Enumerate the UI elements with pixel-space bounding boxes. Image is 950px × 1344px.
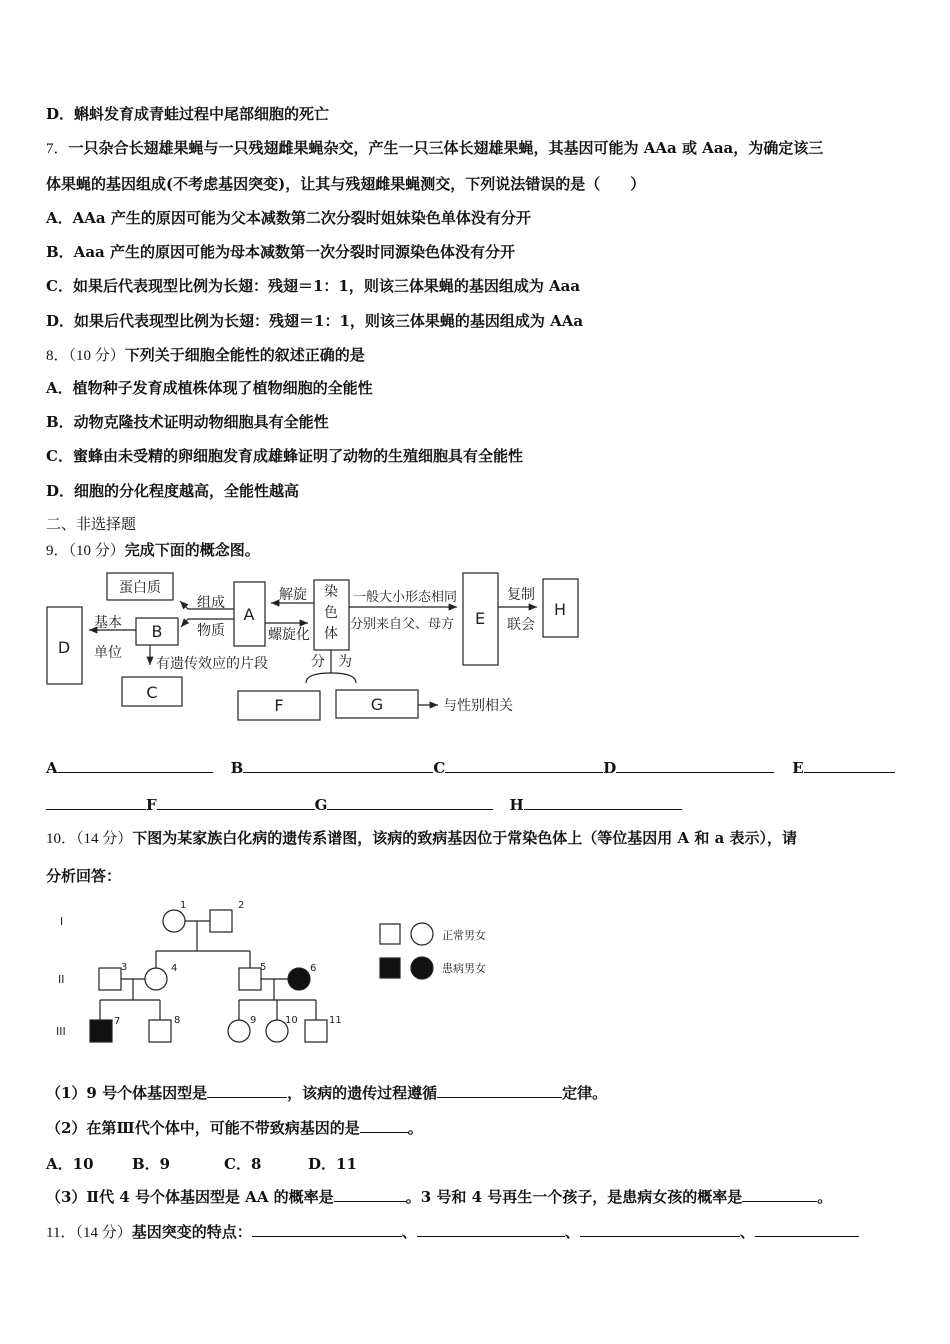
blank-g[interactable]	[327, 794, 493, 810]
blank-label-b: B	[230, 759, 244, 777]
id-11: 11	[329, 1015, 342, 1026]
q8-option-d: D．细胞的分化程度越高，全能性越高	[46, 482, 300, 500]
individual-4	[145, 968, 167, 990]
label-g: G	[370, 695, 384, 714]
blank-label-h: H	[509, 796, 524, 814]
id-10: 10	[285, 1015, 298, 1026]
blank-label-e: E	[792, 759, 804, 777]
blank-f[interactable]	[157, 794, 315, 810]
q10-sub3-blank-1[interactable]	[334, 1186, 406, 1202]
blank-h[interactable]	[524, 794, 682, 810]
q10-option-d: D．11	[308, 1155, 357, 1173]
q10-sub1-text-a: （1）9 号个体基因型是	[46, 1084, 208, 1102]
individual-6	[288, 968, 310, 990]
q10-sub3-text-c: 。	[817, 1188, 833, 1206]
label-protein: 蛋白质	[119, 580, 161, 596]
q11-number: 11．（14 分）	[46, 1225, 132, 1241]
legend-normal-female	[411, 923, 433, 945]
label-form-2: 物质	[197, 623, 225, 639]
q11-blank-1[interactable]	[252, 1221, 402, 1237]
id-3: 3	[121, 962, 128, 973]
q10-sub1-text-b: ，该病的遗传过程遵循	[287, 1084, 438, 1102]
q10-option-c: C．8	[224, 1155, 262, 1173]
q9-stem	[46, 540, 260, 561]
label-same-shape: 一般大小形态相同	[353, 590, 458, 605]
q10-sub3-text-a: （3）Ⅱ代 4 号个体基因型是 AA 的概率是	[46, 1188, 334, 1206]
q10-sub1-text-c: 定律。	[562, 1084, 608, 1102]
blank-e[interactable]	[804, 757, 895, 773]
q10-sub2-text-b: 。	[407, 1119, 423, 1137]
legend-normal-male	[380, 924, 400, 944]
blank-a[interactable]	[58, 757, 213, 773]
label-chromo-3: 体	[324, 626, 338, 642]
q7-option-d: D．如果后代表现型比例为长翅：残翅＝1：1，则该三体果蝇的基因组成为 AAa	[46, 312, 584, 330]
q10-stem-line2: 分析回答：	[46, 867, 122, 885]
id-4: 4	[171, 963, 178, 974]
q8-option-c: C．蜜蜂由未受精的卵细胞发育成雄蜂证明了动物的生殖细胞具有全能性	[46, 447, 523, 465]
q10-sub3-blank-2[interactable]	[742, 1186, 817, 1202]
id-7: 7	[114, 1016, 121, 1027]
concept-map	[40, 565, 600, 730]
label-unwind: 解旋	[279, 587, 307, 603]
label-divide-1: 分	[311, 654, 325, 670]
q10-options	[46, 1153, 357, 1174]
q8-number: 8．（10 分）	[46, 348, 125, 364]
label-a: A	[243, 605, 255, 624]
label-spiral: 螺旋化	[268, 627, 310, 643]
label-basic-1: 基本	[94, 615, 122, 631]
q8-stem	[46, 345, 365, 366]
q10-sub1-blank-2[interactable]	[437, 1082, 562, 1098]
q9-blanks-row-2	[46, 794, 682, 814]
label-chromo-1: 染	[324, 584, 338, 600]
q7-stem-line2: 体果蝇的基因组成(不考虑基因突变)，让其与残翅雌果蝇测交，下列说法错误的是（ ）	[46, 175, 646, 193]
q7-option-a: A．AAa 产生的原因可能为父本减数第二次分裂时姐妹染色单体没有分开	[46, 209, 531, 227]
generation-3-label: III	[56, 1025, 66, 1038]
id-2: 2	[238, 900, 245, 911]
label-f: F	[274, 696, 284, 715]
blank-d[interactable]	[616, 757, 774, 773]
q7-option-c: C．如果后代表现型比例为长翅：残翅＝1：1，则该三体果蝇的基因组成为 Aaa	[46, 277, 581, 295]
label-chromo-2: 色	[324, 605, 338, 621]
q7-stem-text-1: 一只杂合长翅雄果蝇与一只残翅雌果蝇杂交，产生一只三体长翅雄果蝇，其基因可能为 AAa 或 Aaa，为确定该三	[68, 139, 824, 157]
individual-3	[99, 968, 121, 990]
id-9: 9	[250, 1015, 257, 1026]
q10-stem-text-1: 下图为某家族白化病的遗传系谱图，该病的致病基因位于常染色体上（等位基因用 A 和 a 表示），请	[132, 829, 798, 847]
q10-number: 10．（14 分）	[46, 831, 133, 847]
legend-normal-label: 正常男女	[442, 929, 486, 942]
label-form-1: 组成	[197, 595, 225, 611]
generation-2-label: II	[58, 973, 65, 986]
label-e: E	[474, 609, 486, 628]
legend-affected-male	[380, 958, 400, 978]
label-h: H	[553, 600, 567, 619]
q9-stem-text: 完成下面的概念图。	[124, 541, 260, 559]
pedigree-chart	[50, 896, 510, 1056]
q10-sub2	[46, 1117, 423, 1138]
q7-number: 7．	[46, 141, 69, 157]
q7-stem-line1	[46, 138, 823, 159]
blank-c[interactable]	[445, 757, 603, 773]
label-b: B	[151, 622, 163, 641]
q9-number: 9．（10 分）	[46, 543, 125, 559]
q7-option-b: B．Aaa 产生的原因可能为母本减数第一次分裂时同源染色体没有分开	[46, 243, 515, 261]
blank-label-a: A	[46, 759, 58, 777]
q10-sub1-blank-1[interactable]	[207, 1082, 287, 1098]
q11-blank-2[interactable]	[417, 1221, 565, 1237]
q10-option-b: B．9	[132, 1155, 171, 1173]
q10-sub3	[46, 1186, 832, 1207]
id-8: 8	[174, 1015, 181, 1026]
label-d: D	[57, 638, 71, 657]
q10-stem-line1	[46, 828, 797, 849]
blank-b[interactable]	[243, 757, 433, 773]
label-sex-related: 与性别相关	[443, 698, 513, 714]
q8-option-a: A．植物种子发育成植株体现了植物细胞的全能性	[46, 379, 373, 397]
q10-option-a: A．10	[46, 1155, 94, 1173]
blank-label-f: F	[146, 796, 157, 814]
label-c: C	[146, 683, 158, 702]
label-from-parents: 分别来自父、母方	[350, 617, 455, 632]
legend-affected-female	[411, 957, 433, 979]
id-6: 6	[310, 963, 317, 974]
q11-stem: 11．（14 分）基因突变的特点： 、 、 、	[46, 1221, 859, 1243]
individual-1	[163, 910, 185, 932]
legend-affected-label: 患病男女	[442, 962, 486, 975]
individual-8	[149, 1020, 171, 1042]
q11-blank-4[interactable]	[755, 1221, 859, 1237]
individual-5	[239, 968, 261, 990]
blank-label-c: C	[433, 759, 446, 777]
generation-1-label: I	[60, 915, 64, 928]
label-basic-2: 单位	[94, 645, 122, 661]
label-replicate-1: 复制	[507, 587, 535, 603]
label-replicate-2: 联会	[507, 617, 535, 633]
individual-7	[90, 1020, 112, 1042]
q11-blank-3[interactable]	[580, 1221, 740, 1237]
q10-sub1	[46, 1082, 607, 1103]
label-divide-2: 为	[338, 654, 352, 670]
individual-11	[305, 1020, 327, 1042]
id-5: 5	[260, 962, 267, 973]
q11-stem-text: 基因突变的特点：	[131, 1223, 252, 1241]
q8-stem-text: 下列关于细胞全能性的叙述正确的是	[124, 346, 365, 364]
q10-sub2-text-a: （2）在第Ⅲ代个体中，可能不带致病基因的是	[46, 1119, 360, 1137]
q9-blanks-row-1	[46, 757, 895, 777]
q8-option-b: B．动物克隆技术证明动物细胞具有全能性	[46, 413, 329, 431]
individual-2	[210, 910, 232, 932]
section-heading: 二、非选择题	[46, 515, 137, 533]
label-genetic-fragment: 有遗传效应的片段	[156, 656, 268, 672]
q10-sub3-text-b: 。3 号和 4 号再生一个孩子，是患病女孩的概率是	[405, 1188, 743, 1206]
blank-label-d: D	[603, 759, 617, 777]
blank-label-g: G	[314, 796, 328, 814]
q10-sub2-blank[interactable]	[360, 1117, 408, 1133]
individual-9	[228, 1020, 250, 1042]
id-1: 1	[180, 900, 187, 911]
blank-e-continued[interactable]	[46, 794, 146, 810]
q6-option-d: D．蝌蚪发育成青蛙过程中尾部细胞的死亡	[46, 105, 330, 123]
